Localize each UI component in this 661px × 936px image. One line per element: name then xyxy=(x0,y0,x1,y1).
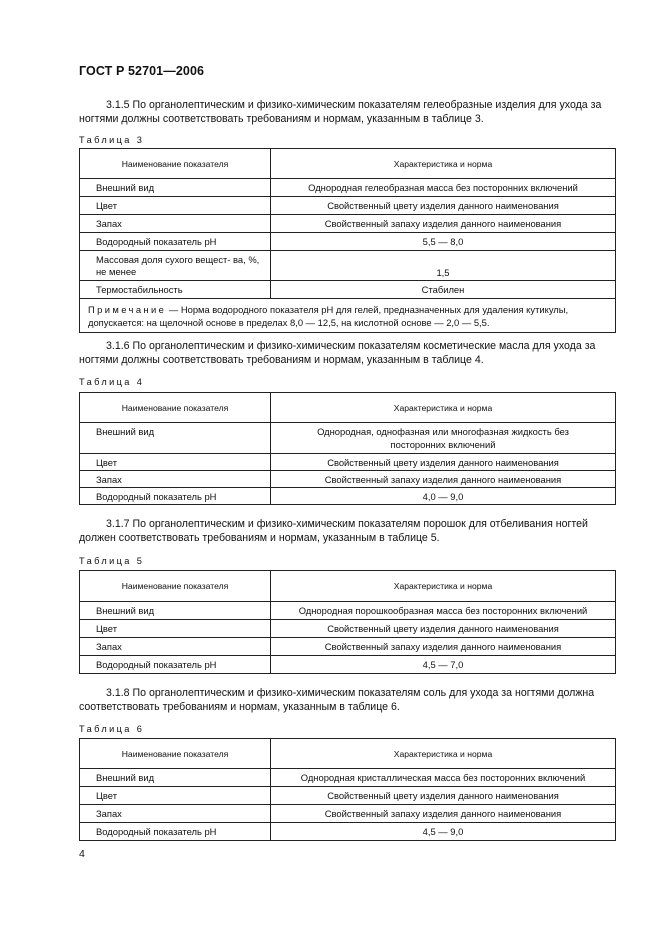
indicator-name: Внешний вид xyxy=(80,179,271,197)
table-row xyxy=(80,805,616,823)
table-row xyxy=(80,769,616,787)
indicator-norm: Свойственный цвету изделия данного наименования xyxy=(271,454,616,471)
table-header-row xyxy=(80,571,616,602)
indicator-name: Цвет xyxy=(80,197,271,215)
table-row xyxy=(80,823,616,841)
column-header-indicator: Наименование показателя xyxy=(80,571,271,602)
indicator-norm: 4,5 — 9,0 xyxy=(271,823,616,841)
table-header-row xyxy=(80,393,616,423)
indicator-name: Водородный показатель рН xyxy=(80,656,271,674)
table-row xyxy=(80,423,616,454)
indicator-name: Запах xyxy=(80,805,271,823)
indicator-name: Водородный показатель рН xyxy=(80,823,271,841)
indicator-norm: 4,0 — 9,0 xyxy=(271,488,616,505)
table-row xyxy=(80,602,616,620)
column-header-norm: Характеристика и норма xyxy=(271,149,616,179)
indicator-norm: Стабилен xyxy=(271,281,616,299)
table-header-row xyxy=(80,149,616,179)
table-5-caption: Таблица 5 xyxy=(79,556,145,566)
paragraph-3-1-7: 3.1.7 По органолептическим и физико-химическим показателям порошок для отбеливания ногтей должен соответствовать требованиям и нормам, указанным в таблице 5. xyxy=(79,518,588,544)
indicator-name: Внешний вид xyxy=(80,602,271,620)
column-header-indicator: Наименование показателя xyxy=(80,393,271,423)
table-3 xyxy=(79,148,616,333)
indicator-norm: 1,5 xyxy=(271,251,616,281)
table-4-caption: Таблица 4 xyxy=(79,377,145,387)
indicator-norm: Свойственный цвету изделия данного наименования xyxy=(271,787,616,805)
document-header: ГОСТ Р 52701—2006 xyxy=(79,64,205,78)
indicator-norm: Однородная порошкообразная масса без посторонних включений xyxy=(271,602,616,620)
indicator-norm: Свойственный цвету изделия данного наименования xyxy=(271,620,616,638)
indicator-name: Внешний вид xyxy=(80,423,271,454)
indicator-name: Цвет xyxy=(80,787,271,805)
indicator-norm: Свойственный запаху изделия данного наименования xyxy=(271,215,616,233)
table-5 xyxy=(79,570,616,674)
column-header-norm: Характеристика и норма xyxy=(271,739,616,769)
table-row xyxy=(80,179,616,197)
column-header-norm: Характеристика и норма xyxy=(271,393,616,423)
note-text: — Норма водородного показателя рН для гелей, предназначенных для удаления кутикулы, допускается: на щелочной основе в пределах 8,0 — 12,5, на кислотной основе — 2,0 — 5,5. xyxy=(88,303,569,328)
table-row xyxy=(80,197,616,215)
indicator-name: Водородный показатель рН xyxy=(80,233,271,251)
indicator-name: Цвет xyxy=(80,454,271,471)
indicator-norm: Свойственный запаху изделия данного наименования xyxy=(271,471,616,488)
table-row xyxy=(80,656,616,674)
table-row xyxy=(80,281,616,299)
paragraph-3-1-5: 3.1.5 По органолептическим и физико-химическим показателям гелеобразные изделия для ухода за ногтями должны соответствовать требованиям и нормам, указанным в таблице 3. xyxy=(79,99,602,125)
table-row xyxy=(80,488,616,505)
indicator-name: Запах xyxy=(80,471,271,488)
table-6 xyxy=(79,738,616,841)
table-row xyxy=(80,215,616,233)
table-note-row xyxy=(80,299,616,333)
indicator-name: Запах xyxy=(80,215,271,233)
column-header-norm: Характеристика и норма xyxy=(271,571,616,602)
paragraph-3-1-6: 3.1.6 По органолептическим и физико-химическим показателям косметические масла для ухода за ногтями должны соответствовать требованиям и нормам, указанным в таблице 4. xyxy=(79,340,596,366)
indicator-name: Внешний вид xyxy=(80,769,271,787)
page-number: 4 xyxy=(79,848,85,860)
table-row xyxy=(80,251,616,281)
table-note xyxy=(80,299,616,333)
indicator-norm: Свойственный запаху изделия данного наименования xyxy=(271,805,616,823)
indicator-norm: Свойственный цвету изделия данного наименования xyxy=(271,197,616,215)
table-header-row xyxy=(80,739,616,769)
indicator-norm: Свойственный запаху изделия данного наименования xyxy=(271,638,616,656)
table-6-caption: Таблица 6 xyxy=(79,724,145,734)
indicator-name: Запах xyxy=(80,638,271,656)
table-row xyxy=(80,638,616,656)
table-row xyxy=(80,233,616,251)
indicator-norm: 5,5 — 8,0 xyxy=(271,233,616,251)
table-4 xyxy=(79,392,616,505)
table-row xyxy=(80,787,616,805)
indicator-norm: Однородная гелеобразная масса без посторонних включений xyxy=(271,179,616,197)
table-row xyxy=(80,471,616,488)
table-row xyxy=(80,620,616,638)
column-header-indicator: Наименование показателя xyxy=(80,739,271,769)
indicator-norm: Однородная кристаллическая масса без посторонних включений xyxy=(271,769,616,787)
indicator-name: Водородный показатель рН xyxy=(80,488,271,505)
paragraph-3-1-8: 3.1.8 По органолептическим и физико-химическим показателям соль для ухода за ногтями должна соответствовать требованиям и нормам, указанным в таблице 6. xyxy=(79,687,595,713)
indicator-norm: 4,5 — 7,0 xyxy=(271,656,616,674)
indicator-name: Термостабильность xyxy=(80,281,271,299)
indicator-name: Массовая доля сухого вещест- ва, %, не менее xyxy=(80,251,271,281)
table-row xyxy=(80,454,616,471)
table-3-caption: Таблица 3 xyxy=(79,135,145,145)
column-header-indicator: Наименование показателя xyxy=(80,149,271,179)
indicator-name: Цвет xyxy=(80,620,271,638)
note-label: Примечание xyxy=(88,303,167,315)
indicator-norm: Однородная, однофазная или многофазная жидкость без посторонних включений xyxy=(271,423,616,454)
